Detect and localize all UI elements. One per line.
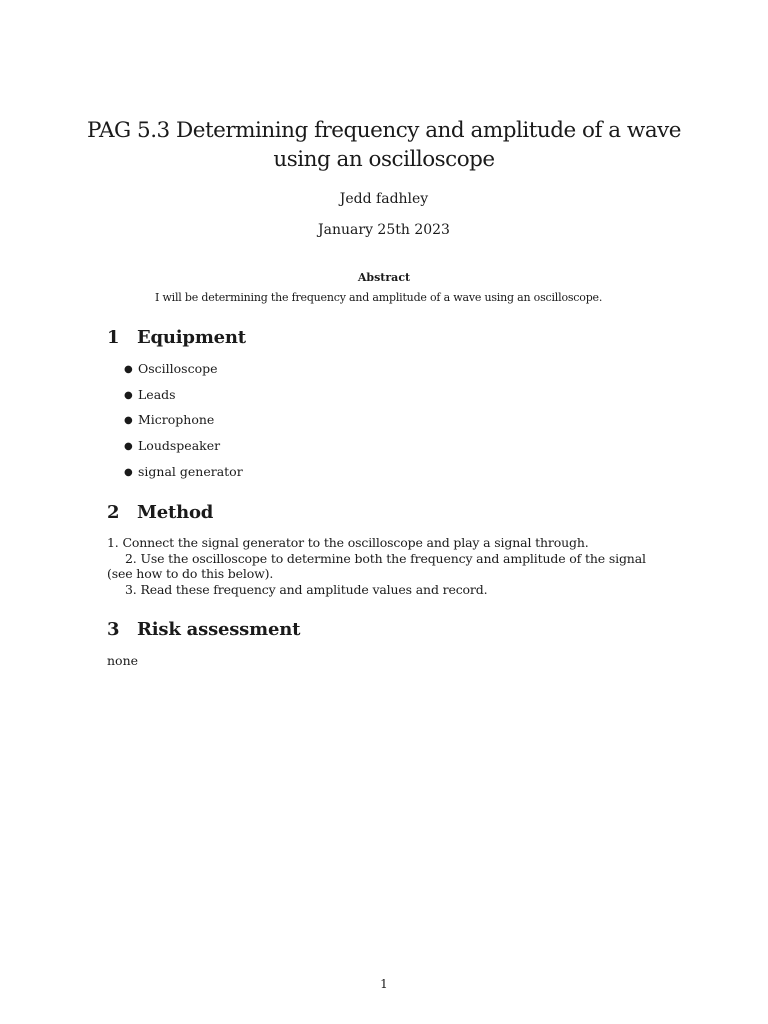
list-item-text: signal generator: [138, 463, 243, 479]
section-heading-risk-assessment: [107, 619, 300, 640]
equipment-list: [124, 361, 243, 489]
list-item-text: Oscilloscope: [138, 361, 218, 376]
list-item: [124, 412, 243, 438]
section-heading-equipment: [107, 327, 246, 348]
list-item-text: Loudspeaker: [138, 438, 221, 454]
bullet-icon: ●: [124, 364, 133, 375]
list-item: [124, 464, 243, 490]
bullet-icon: ●: [124, 441, 133, 453]
list-item: [124, 387, 243, 413]
risk-assessment-text: none: [107, 653, 139, 668]
section-title: Equipment: [137, 327, 246, 348]
section-title: Method: [137, 502, 214, 523]
method-step: 2. Use the oscilloscope to determine both the frequency and amplitude of the signal (see how to do this below).: [107, 550, 646, 581]
abstract-heading: Abstract: [357, 271, 411, 284]
method-step: 3. Read these frequency and amplitude values and record.: [125, 581, 488, 597]
bullet-icon: ●: [124, 466, 133, 478]
section-number: 1: [107, 327, 120, 348]
section-number: 3: [107, 619, 120, 640]
list-item: [124, 438, 243, 464]
author: Jedd fadhley: [339, 191, 429, 207]
list-item-text: Microphone: [138, 412, 215, 428]
date: January 25th 2023: [318, 222, 450, 238]
bullet-icon: ●: [124, 415, 133, 427]
method-paragraph: [107, 535, 663, 597]
abstract-text: I will be determining the frequency and amplitude of a wave using an oscilloscope.: [155, 291, 603, 304]
section-heading-method: [107, 502, 213, 523]
page-number: 1: [380, 977, 388, 991]
bullet-icon: ●: [124, 389, 133, 401]
page-title: PAG 5.3 Determining frequency and amplitude of a wave using an oscilloscope: [86, 118, 682, 172]
section-title: Risk assessment: [137, 619, 301, 640]
method-step: 1. Connect the signal generator to the oscilloscope and play a signal through.: [107, 535, 589, 550]
list-item: [124, 361, 243, 387]
list-item-text: Leads: [138, 386, 176, 402]
section-number: 2: [107, 502, 120, 523]
